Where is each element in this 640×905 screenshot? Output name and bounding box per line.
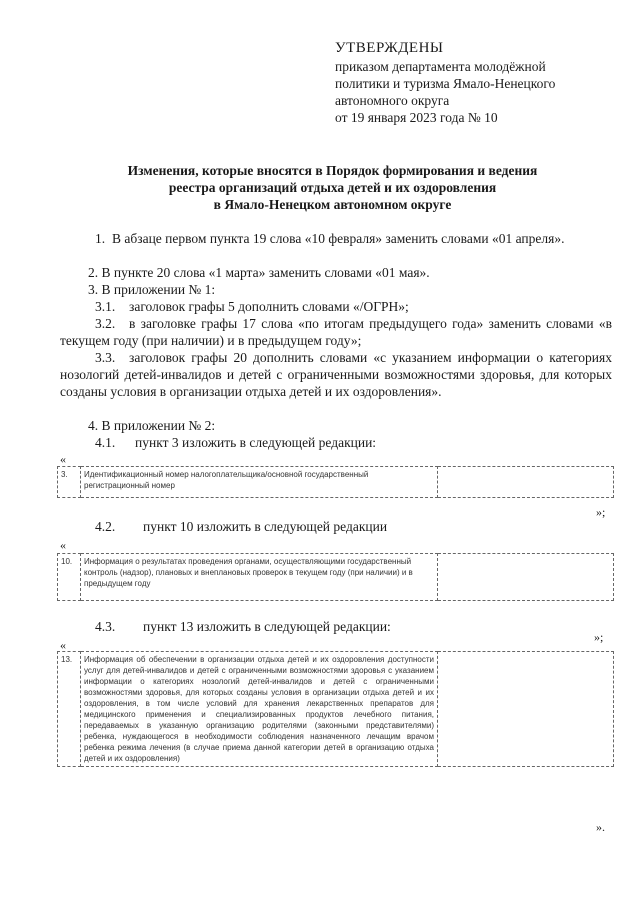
title-line: реестра организаций отдыха детей и их оздоровления <box>168 180 497 195</box>
paragraph-4: 4. В приложении № 2: <box>88 418 216 433</box>
table-cell-empty <box>438 554 614 601</box>
title-line: Изменения, которые вносятся в Порядок формирования и ведения <box>127 163 538 178</box>
approval-line: от 19 января 2023 года № 10 <box>335 110 498 125</box>
paragraph-4-3 <box>60 618 612 635</box>
paragraph-3-2 <box>60 315 612 349</box>
table-item-10 <box>57 553 614 601</box>
paragraph-text: заголовок графы 20 дополнить словами «с указанием информации о категориях нозологий детей-инвалидов и детей с ограниченными возможностями здоровья, для которых созданы условия в организации отдыха детей и их оздоровления». <box>60 350 612 399</box>
table-cell-text: Информация об обеспечении в организации отдыха детей и их оздоровления доступности услуг для детей-инвалидов и детей с ограниченными возможностями здоровья с указанием информации о категориях нозологий детей-инвалидов и детей с ограниченными возможностями здоровья, для которых созданы условия в организации отдыха детей и их оздоровления, в том числе условий для хранения лекарственных препаратов для медицинского применения и специализированных продуктов лечебного питания, передаваемых в указанную организацию родителями (законными представителями) ребенка, нуждающегося в необходимости соблюдения назначенного лечащим врачом ребенка режима лечения (в случае приема данной категории детей в организацию отдыха детей и их оздоровления) <box>81 652 438 767</box>
table-item-3 <box>57 466 614 498</box>
close-quote: »; <box>596 505 606 519</box>
paragraph-text: заголовок графы 5 дополнить словами «/ОГРН»; <box>129 299 409 314</box>
table-cell-text: Информация о результатах проведения органами, осуществляющими государственный контроль (надзор), плановых и внеплановых проверок в текущем году (при наличии) и в предыдущем году <box>81 554 438 601</box>
paragraph-4-2 <box>60 518 612 535</box>
paragraph-number: 4.1. <box>95 435 116 450</box>
approval-line: политики и туризма Ямало-Ненецкого <box>335 76 556 91</box>
approval-line: приказом департамента молодёжной <box>335 59 546 74</box>
paragraph-number: 4.3. <box>95 619 116 634</box>
paragraph-text: В абзаце первом пункта 19 слова «10 февраля» заменить словами «01 апреля». <box>112 231 565 246</box>
close-quote: ». <box>596 820 605 834</box>
table-cell-text: Идентификационный номер налогоплательщика/основной государственный регистрационный номер <box>81 467 438 498</box>
approval-line: автономного округа <box>335 93 450 108</box>
table-item-13 <box>57 651 614 767</box>
table-cell-empty <box>438 467 614 498</box>
paragraph-number: 1. <box>95 231 106 246</box>
title-line: в Ямало-Ненецком автономном округе <box>213 197 452 212</box>
approval-block <box>335 40 555 126</box>
paragraph-3-3 <box>60 349 612 400</box>
table-row <box>58 652 614 767</box>
table-row <box>58 467 614 498</box>
paragraph-text: пункт 13 изложить в следующей редакции: <box>143 619 391 634</box>
table-cell-empty <box>438 652 614 767</box>
close-quote: »; <box>594 630 604 644</box>
paragraph-number: 3.2. <box>95 316 116 331</box>
paragraph-3-1 <box>60 298 612 315</box>
open-quote: « <box>60 452 66 466</box>
paragraph-1 <box>60 230 612 247</box>
open-quote: « <box>60 638 66 652</box>
open-quote: « <box>60 538 66 552</box>
paragraph-text: пункт 10 изложить в следующей редакции <box>143 519 388 534</box>
approval-heading: УТВЕРЖДЕНЫ <box>335 40 444 56</box>
table-row <box>58 554 614 601</box>
paragraph-2: 2. В пункте 20 слова «1 марта» заменить словами «01 мая». <box>88 265 430 280</box>
paragraph-3: 3. В приложении № 1: <box>88 282 216 297</box>
paragraph-number: 4.2. <box>95 519 116 534</box>
paragraph-4-1 <box>60 434 612 451</box>
paragraph-number: 3.1. <box>95 299 116 314</box>
table-cell-number: 10. <box>58 554 81 601</box>
document-title <box>60 162 605 213</box>
table-cell-number: 3. <box>58 467 81 498</box>
table-cell-number: 13. <box>58 652 81 767</box>
paragraph-number: 3.3. <box>95 350 116 365</box>
paragraph-text: пункт 3 изложить в следующей редакции: <box>135 435 377 450</box>
paragraph-text: в заголовке графы 17 слова «по итогам предыдущего года» заменить словами «в текущем году (при наличии) и в предыдущем году»; <box>60 316 612 348</box>
